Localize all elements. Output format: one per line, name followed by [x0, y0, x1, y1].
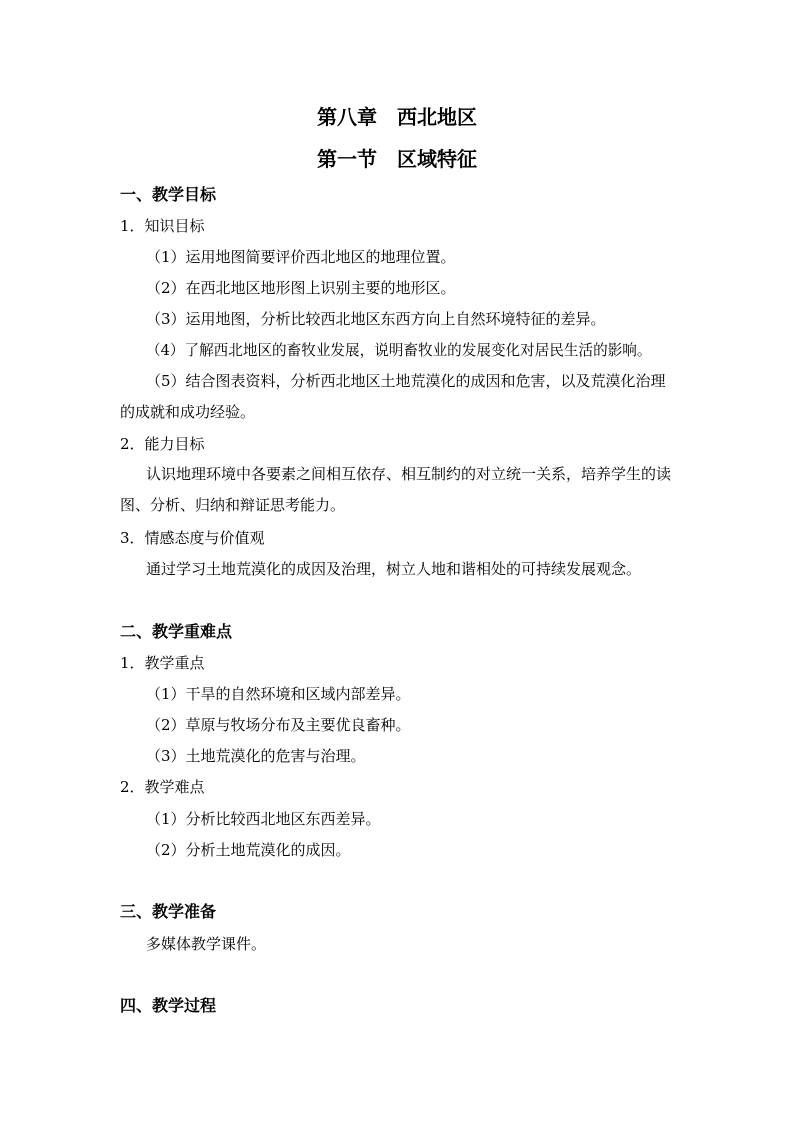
key-point-3: （3）土地荒漠化的危害与治理。: [146, 747, 366, 765]
ability-objectives-heading: 2．能力目标: [120, 435, 205, 453]
knowledge-objectives-heading: 1．知识目标: [120, 217, 205, 235]
key-point-1: （1）干旱的自然环境和区域内部差异。: [146, 685, 411, 703]
emotion-objectives-heading: 3．情感态度与价值观: [120, 529, 265, 547]
knowledge-item-4: （4）了解西北地区的畜牧业发展，说明畜牧业的发展变化对居民生活的影响。: [146, 342, 652, 359]
section-title: 第一节 区域特征: [317, 147, 477, 171]
knowledge-item-5: （5）结合图表资料，分析西北地区土地荒漠化的成因和危害，以及荒漠化治理的成就和成功经验。: [120, 372, 666, 421]
emotion-objectives-text: 通过学习土地荒漠化的成因及治理，树立人地和谐相处的可持续发展观念。: [146, 560, 642, 578]
ability-objectives-text: 认识地理环境中各要素之间相互依存、相互制约的对立统一关系，培养学生的读图、分析、归纳和辩证思考能力。: [120, 465, 672, 514]
key-point-2: （2）草原与牧场分布及主要优良畜种。: [146, 716, 411, 734]
difficult-points-heading: 2．教学难点: [120, 778, 205, 796]
heading-teaching-preparation: 三、教学准备: [120, 902, 217, 921]
difficult-point-2: （2）分析土地荒漠化的成因。: [146, 841, 351, 859]
heading-key-difficult-points: 二、教学重难点: [120, 622, 233, 641]
difficult-point-1: （1）分析比较西北地区东西差异。: [146, 810, 381, 828]
heading-teaching-process: 四、教学过程: [120, 996, 217, 1015]
knowledge-item-3: （3）运用地图，分析比较西北地区东西方向上自然环境特征的差异。: [146, 310, 606, 328]
knowledge-item-2: （2）在西北地区地形图上识别主要的地形区。: [146, 279, 456, 297]
knowledge-item-1: （1）运用地图简要评价西北地区的地理位置。: [146, 248, 456, 266]
chapter-title: 第八章 西北地区: [317, 105, 477, 129]
heading-teaching-objectives: 一、教学目标: [120, 185, 217, 204]
teaching-preparation-text: 多媒体教学课件。: [146, 935, 267, 953]
key-points-heading: 1．教学重点: [120, 654, 205, 672]
